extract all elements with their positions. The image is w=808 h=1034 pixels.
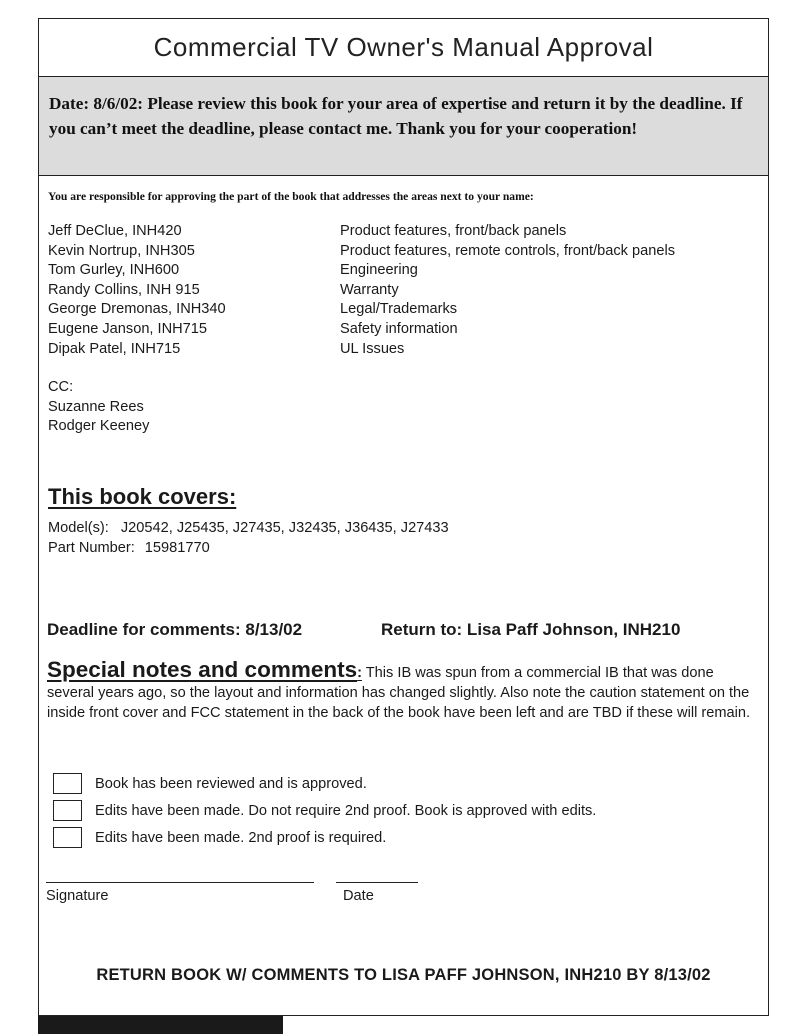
review-notice: Date: 8/6/02: Please review this book for your area of expertise and return it by the deadline. If you can’t meet the deadline, please contact me. Thank you for your cooperation! [38,76,769,176]
return-instruction-footer: RETURN BOOK W/ COMMENTS TO LISA PAFF JOHNSON, INH210 BY 8/13/02 [96,966,711,984]
reviewer-name: Randy Collins, INH 915 [48,281,200,298]
special-notes-heading: Special notes and comments [47,657,358,682]
checklist-label: Edits have been made. Do not require 2nd proof. Book is approved with edits. [95,802,597,819]
reviewer-area: Engineering [340,262,418,279]
reviewer-area: Product features, front/back panels [340,223,567,239]
reviewer-name: Kevin Nortrup, INH305 [48,242,195,259]
checklist-item [53,824,596,851]
cc-name: Rodger Keeney [48,418,150,435]
models-value: J20542, J25435, J27435, J32435, J36435, J27433 [120,520,449,536]
part-number-row [48,538,449,558]
second-proof-checkbox[interactable] [53,827,82,848]
signature-label: Signature [46,888,109,904]
checklist-label: Book has been reviewed and is approved. [95,775,367,792]
models-row [48,518,449,538]
approved-with-edits-checkbox[interactable] [53,800,82,821]
part-number-value: 15981770 [144,540,210,556]
return-to: Return to: Lisa Paff Johnson, INH210 [381,620,681,639]
bottom-bar [38,1016,283,1034]
reviewer-area: Safety information [340,320,458,337]
checklist-label: Edits have been made. 2nd proof is required. [95,829,387,846]
cc-list [48,378,149,437]
approved-checkbox[interactable] [53,773,82,794]
special-notes-colon: : [357,665,362,681]
covers-details [48,518,449,558]
models-label: Model(s): [48,520,109,536]
checklist-item [53,770,596,797]
covers-heading: This book covers: [48,484,237,509]
reviewer-name: Dipak Patel, INH715 [48,340,181,357]
special-notes-text: This IB was spun from a commercial IB that was done several years ago, so the layout and information has changed slightly. Also note the caution statement on the inside front cover and FCC statement in the back of the book have been left and are TBD if these will remain. [47,665,751,721]
reviewer-name: Eugene Janson, INH715 [48,320,208,337]
responsibility-intro: You are responsible for approving the part of the book that addresses the areas next to your name: [48,190,534,203]
checklist-item [53,797,596,824]
date-line[interactable] [336,882,418,883]
reviewer-area-list [340,222,675,359]
reviewer-area: Warranty [340,281,399,298]
part-number-label: Part Number: [48,540,135,556]
reviewer-area: Product features, remote controls, front/back panels [340,242,676,259]
reviewer-area: Legal/Trademarks [340,301,458,318]
signature-line[interactable] [46,882,314,883]
reviewer-name: Jeff DeClue, INH420 [48,223,182,239]
reviewer-area: UL Issues [340,340,405,357]
special-notes [47,657,762,723]
page-title: Commercial TV Owner's Manual Approval [153,31,654,62]
reviewer-name-list [48,222,226,359]
deadline: Deadline for comments: 8/13/02 [47,620,303,639]
reviewer-name: George Dremonas, INH340 [48,301,226,318]
reviewer-name: Tom Gurley, INH600 [48,262,180,279]
cc-name: Suzanne Rees [48,398,144,415]
cc-label: CC: [48,379,74,395]
date-label: Date [343,888,374,904]
approval-checklist [53,770,596,851]
